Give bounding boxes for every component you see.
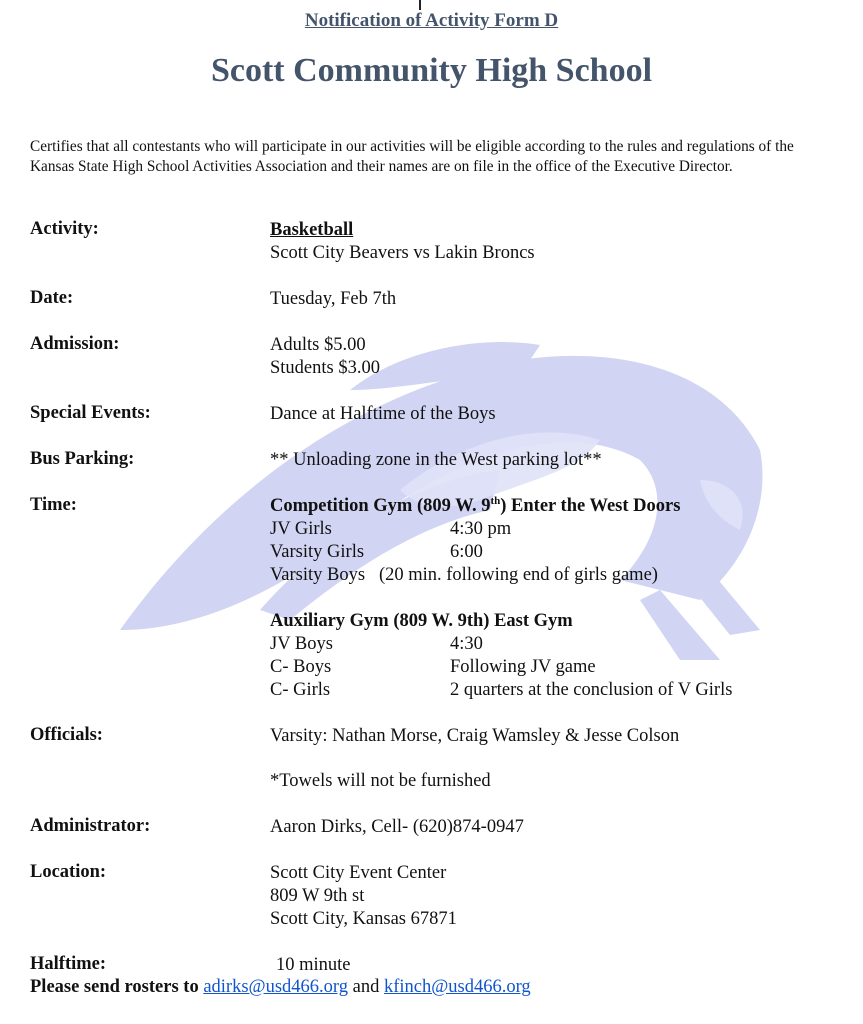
bus-parking-value: ** Unloading zone in the West parking lot**	[270, 450, 602, 470]
time-schedule	[270, 494, 733, 702]
varsity-boys-row: Varsity Boys (20 min. following end of girls game)	[270, 565, 658, 585]
email-link-adirks[interactable]: adirks@usd466.org	[203, 977, 348, 997]
halftime-label: Halftime:	[30, 954, 107, 974]
activity-sport: Basketball	[270, 220, 354, 240]
auxiliary-gym-heading: Auxiliary Gym (809 W. 9th) East Gym	[270, 611, 573, 631]
officials-label: Officials:	[30, 725, 103, 745]
location-value	[270, 862, 457, 931]
rosters-line	[30, 976, 531, 999]
admission-adults: Adults $5.00	[270, 335, 366, 355]
admission-students: Students $3.00	[270, 358, 380, 378]
administrator-value: Aaron Dirks, Cell- (620)874-0947	[270, 817, 524, 837]
schedule-row: C- Boys Following JV game	[270, 657, 596, 677]
email-link-kfinch[interactable]: kfinch@usd466.org	[383, 977, 531, 997]
schedule-row: C- Girls 2 quarters at the conclusion of V Girls	[270, 680, 733, 700]
admission-value	[270, 334, 380, 380]
location-line: Scott City Event Center	[270, 863, 447, 883]
activity-matchup: Scott City Beavers vs Lakin Broncs	[270, 243, 535, 263]
schedule-row: JV Girls 4:30 pm	[270, 519, 512, 539]
rosters-prefix: Please send rosters to	[30, 977, 199, 997]
halftime-value: 10 minute	[276, 955, 351, 975]
special-events-label: Special Events:	[30, 403, 151, 423]
location-label: Location:	[30, 862, 107, 882]
location-line: Scott City, Kansas 67871	[270, 909, 457, 929]
rosters-conjunction: and	[352, 977, 380, 997]
location-line: 809 W 9th st	[270, 886, 365, 906]
time-label: Time:	[30, 495, 77, 515]
special-events-value: Dance at Halftime of the Boys	[270, 404, 496, 424]
schedule-row: JV Boys 4:30	[270, 634, 483, 654]
activity-label: Activity:	[30, 219, 99, 239]
form-title: Notification of Activity Form D	[304, 10, 559, 31]
schedule-row: Varsity Girls 6:00	[270, 542, 483, 562]
officials-value: Varsity: Nathan Morse, Craig Wamsley & Jesse Colson	[270, 726, 680, 746]
activity-value	[270, 219, 535, 265]
competition-gym-heading: Competition Gym (809 W. 9th) Enter the West Doors	[270, 494, 681, 516]
certification-text: Certifies that all contestants who will participate in our activities will be eligible according to the rules and regulations of the Kansas State High School Activities Association and their names are on file in the office of the Executive Director.	[30, 138, 794, 175]
bus-parking-label: Bus Parking:	[30, 449, 135, 469]
date-label: Date:	[30, 288, 74, 308]
towels-note: *Towels will not be furnished	[270, 771, 491, 791]
administrator-label: Administrator:	[30, 816, 151, 836]
admission-label: Admission:	[30, 334, 120, 354]
school-title: Scott Community High School	[210, 52, 653, 89]
page-top-rule	[419, 0, 421, 10]
date-value: Tuesday, Feb 7th	[270, 289, 397, 309]
